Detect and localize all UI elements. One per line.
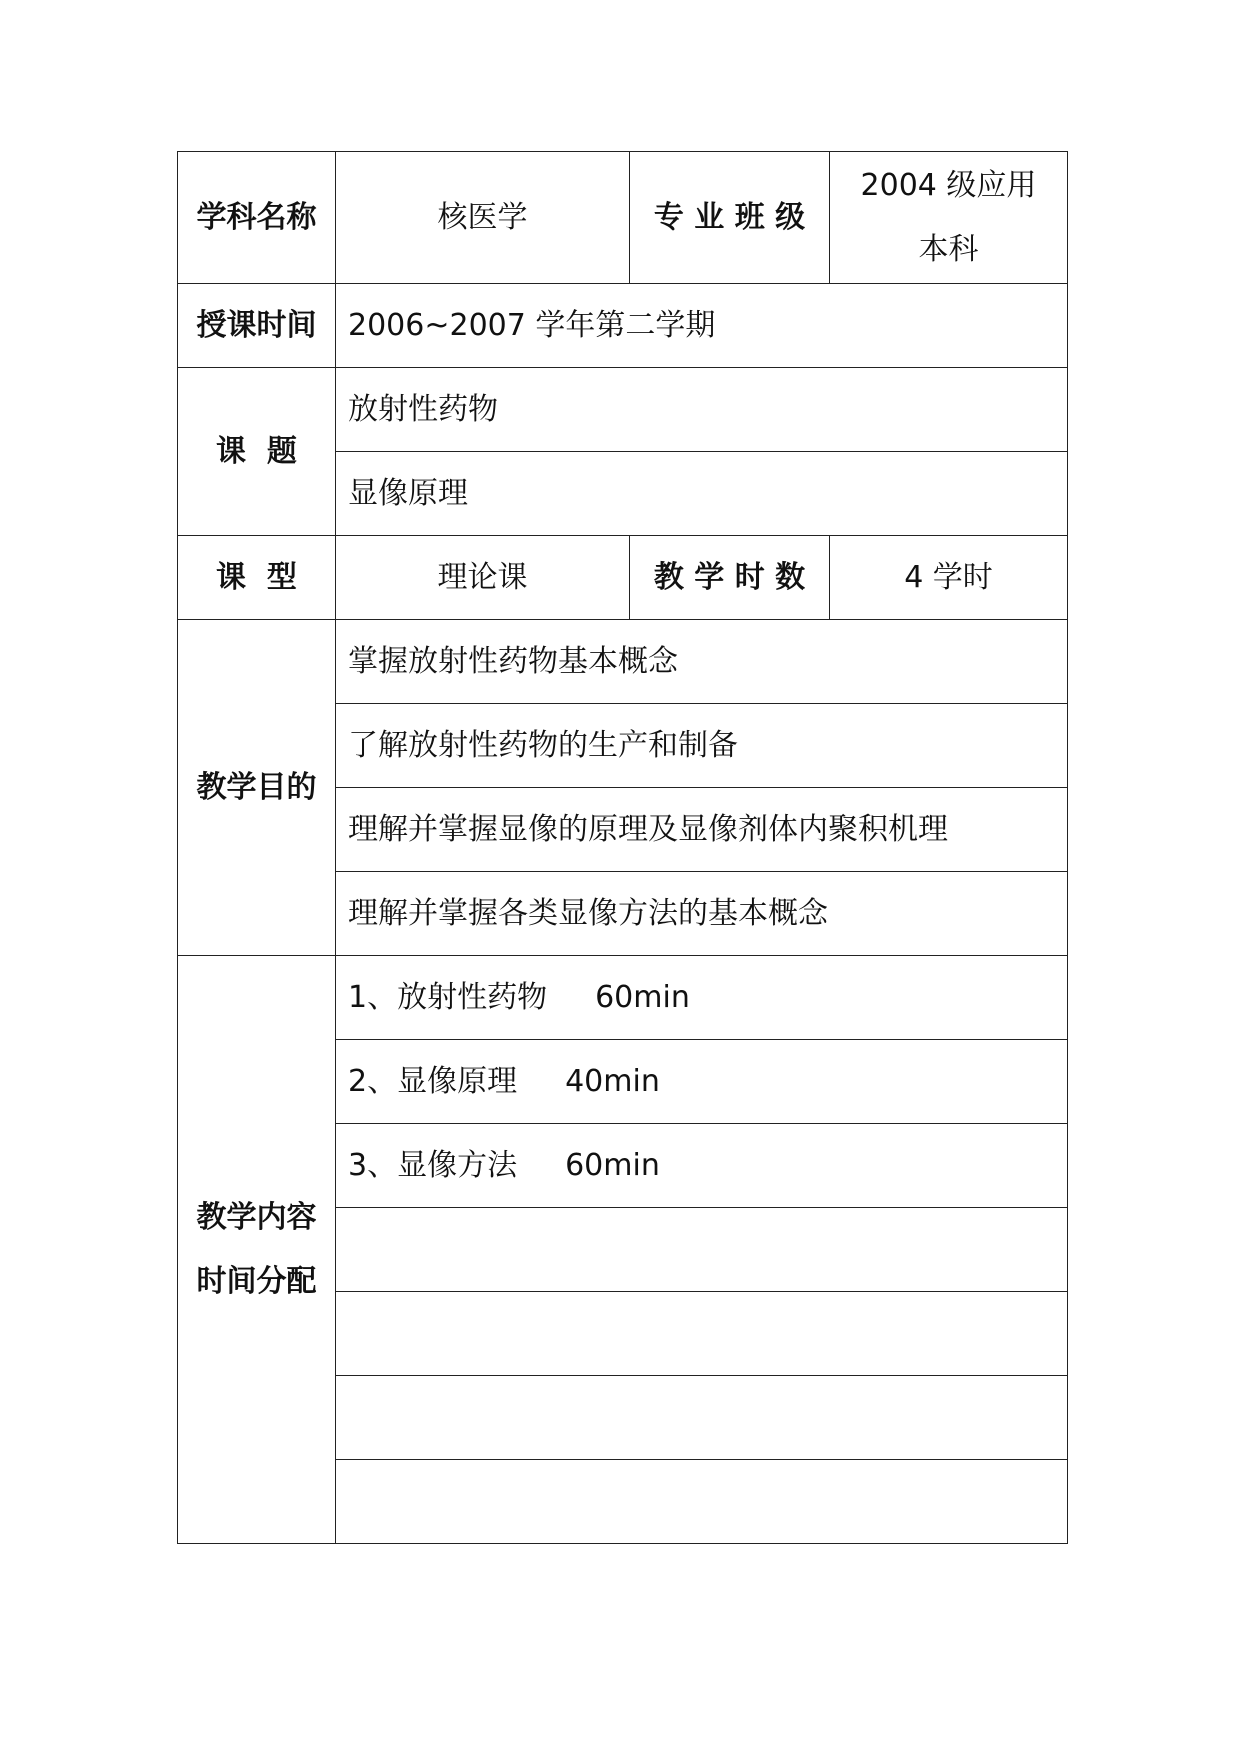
row-type <box>178 536 1068 620</box>
value-goal-2: 了解放射性药物的生产和制备 <box>336 704 1068 788</box>
allocation-time: 60min <box>595 979 690 1015</box>
label-goal: 教学目的 <box>178 620 336 956</box>
label-subject: 学科名称 <box>178 152 336 284</box>
allocation-time: 40min <box>565 1063 660 1099</box>
label-topic: 课 题 <box>178 368 336 536</box>
value-class <box>830 152 1068 284</box>
value-allocation-empty-5 <box>336 1292 1068 1376</box>
value-allocation-3 <box>336 1124 1068 1208</box>
value-goal-1: 掌握放射性药物基本概念 <box>336 620 1068 704</box>
row-goal-1 <box>178 620 1068 704</box>
value-allocation-1 <box>336 956 1068 1040</box>
label-time: 授课时间 <box>178 284 336 368</box>
label-type: 课 型 <box>178 536 336 620</box>
row-subject <box>178 152 1068 284</box>
row-topic-1 <box>178 368 1068 452</box>
label-class: 专 业 班 级 <box>630 152 830 284</box>
label-allocation-line2: 时间分配 <box>196 1263 317 1299</box>
value-subject: 核医学 <box>336 152 630 284</box>
allocation-item: 1、放射性药物 <box>348 979 548 1015</box>
value-class-line2: 本科 <box>918 231 979 267</box>
row-time <box>178 284 1068 368</box>
value-allocation-empty-4 <box>336 1208 1068 1292</box>
value-class-line1: 2004 级应用 <box>860 167 1037 203</box>
value-hours: 4 学时 <box>830 536 1068 620</box>
allocation-item: 2、显像原理 <box>348 1063 518 1099</box>
value-topic-1: 放射性药物 <box>336 368 1068 452</box>
value-topic-2: 显像原理 <box>336 452 1068 536</box>
row-alloc-1 <box>178 956 1068 1040</box>
allocation-time: 60min <box>565 1147 660 1183</box>
value-allocation-2 <box>336 1040 1068 1124</box>
label-allocation-line1: 教学内容 <box>196 1199 317 1235</box>
course-info-table <box>177 151 1068 1544</box>
label-hours: 教 学 时 数 <box>630 536 830 620</box>
allocation-item: 3、显像方法 <box>348 1147 518 1183</box>
value-goal-3: 理解并掌握显像的原理及显像剂体内聚积机理 <box>336 788 1068 872</box>
value-allocation-empty-6 <box>336 1376 1068 1460</box>
value-goal-4: 理解并掌握各类显像方法的基本概念 <box>336 872 1068 956</box>
value-type: 理论课 <box>336 536 630 620</box>
label-allocation <box>178 956 336 1544</box>
value-allocation-empty-7 <box>336 1460 1068 1544</box>
value-time: 2006~2007 学年第二学期 <box>336 284 1068 368</box>
